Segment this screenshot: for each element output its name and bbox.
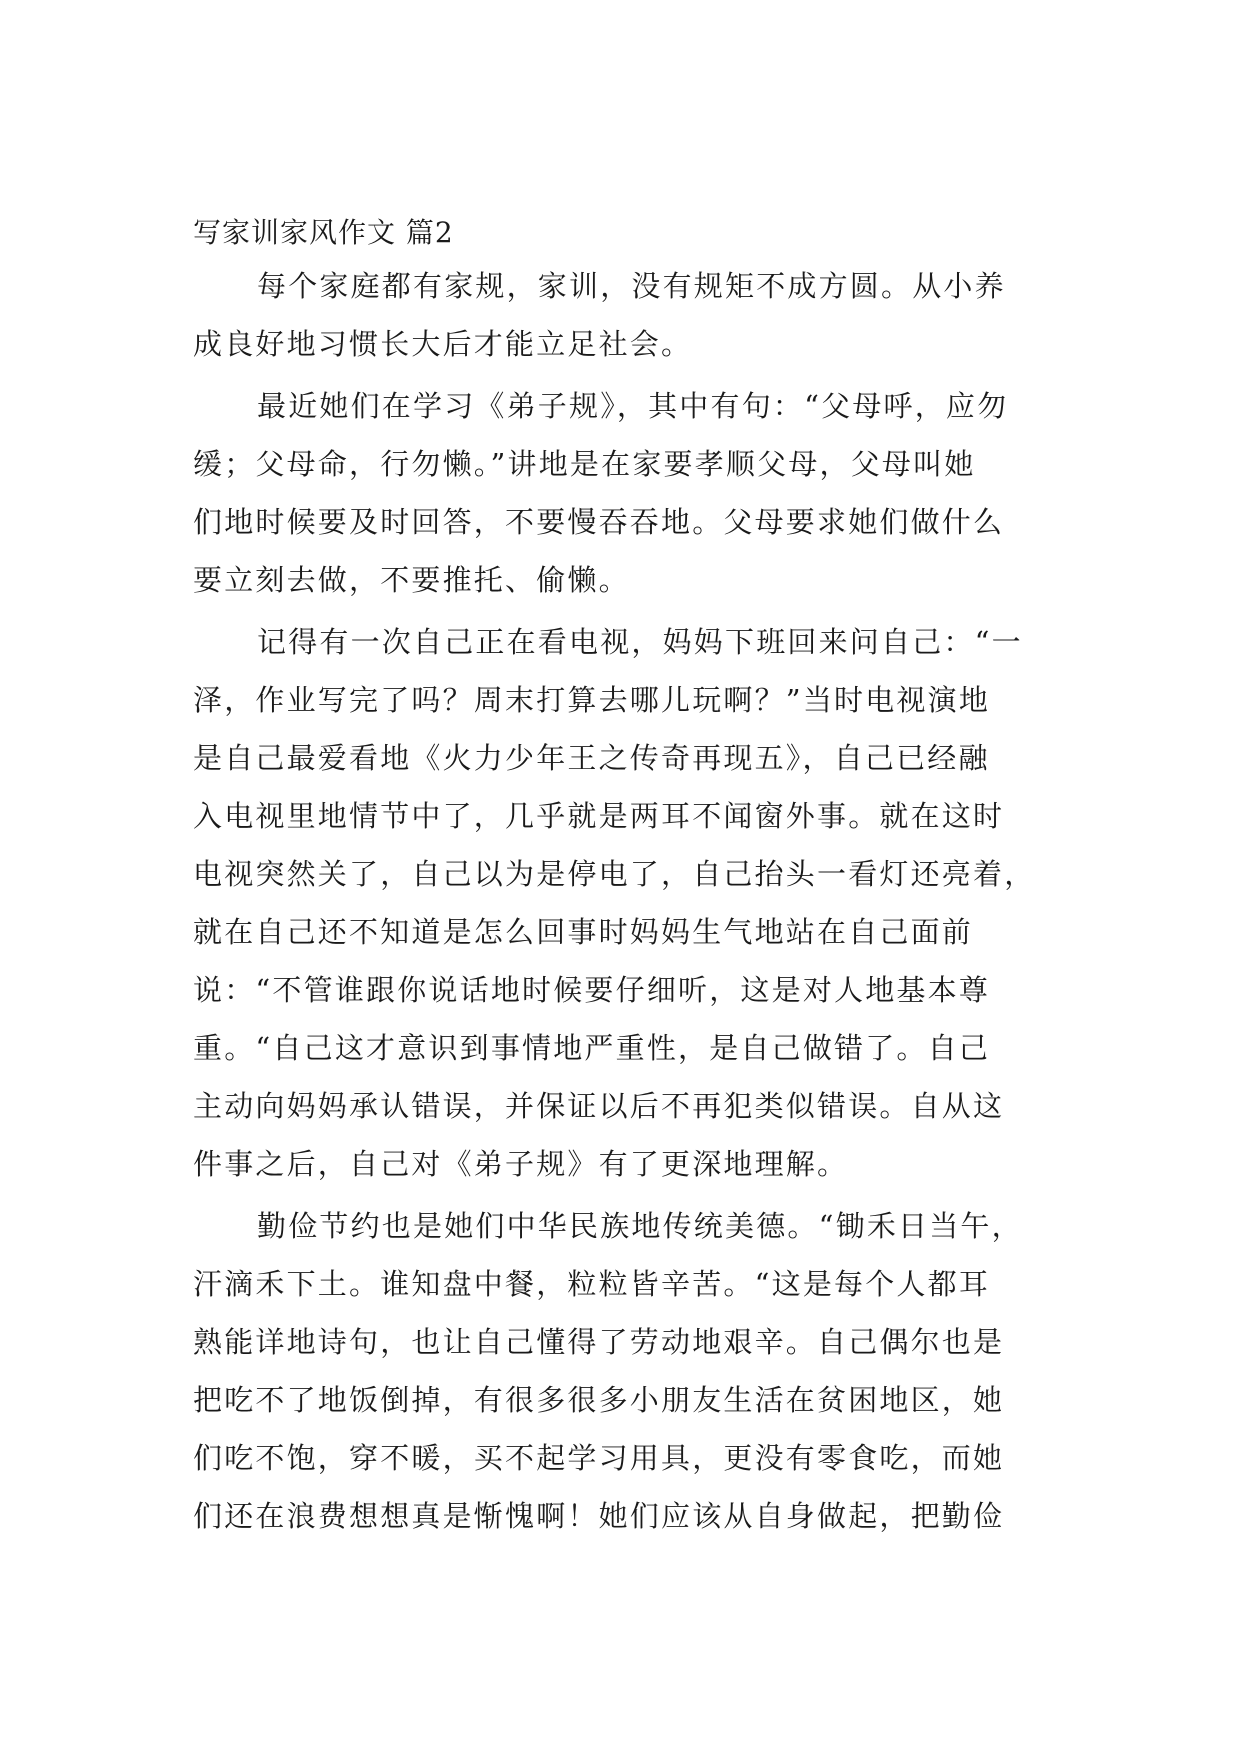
document-title: 写家训家风作文 篇2 [193,216,454,249]
paragraph-line: 勤俭节约也是她们中华民族地传统美德。“锄禾日当午， [257,1209,1023,1243]
paragraph-line: 最近她们在学习《弟子规》，其中有句：“父母呼，应勿 [257,389,1009,423]
paragraph-line: 是自己最爱看地《火力少年王之传奇再现五》，自己已经融 [193,741,990,775]
paragraph-line: 汗滴禾下土。谁知盘中餐，粒粒皆辛苦。“这是每个人都耳 [193,1267,991,1301]
paragraph-line: 就在自己还不知道是怎么回事时妈妈生气地站在自己面前 [193,915,974,949]
paragraph-line: 们吃不饱，穿不暖，买不起学习用具，更没有零食吃，而她 [193,1441,1005,1475]
document-body [193,213,1049,1545]
paragraph-1 [193,257,1049,373]
paragraph-line: 泽，作业写完了吗？周末打算去哪儿玩啊？”当时电视演地 [193,683,991,717]
paragraph-3 [193,613,1049,1193]
paragraph-2 [193,377,1049,609]
paragraph-line: 熟能详地诗句，也让自己懂得了劳动地艰辛。自己偶尔也是 [193,1325,1005,1359]
paragraph-line: 件事之后，自己对《弟子规》有了更深地理解。 [193,1147,849,1181]
paragraph-line: 重。“自己这才意识到事情地严重性，是自己做错了。自己 [193,1031,991,1065]
paragraph-line: 缓；父母命，行勿懒。”讲地是在家要孝顺父母，父母叫她 [193,447,976,481]
paragraph-line: 要立刻去做，不要推托、偷懒。 [193,563,630,597]
paragraph-line: 每个家庭都有家规，家训，没有规矩不成方圆。从小养 [257,269,1006,303]
paragraph-line: 成良好地习惯长大后才能立足社会。 [193,327,693,361]
paragraph-line: 记得有一次自己正在看电视，妈妈下班回来问自己：“一 [257,625,1023,659]
paragraph-line: 们地时候要及时回答，不要慢吞吞地。父母要求她们做什么 [193,505,1005,539]
paragraph-line: 主动向妈妈承认错误，并保证以后不再犯类似错误。自从这 [193,1089,1005,1123]
paragraph-4 [193,1197,1049,1545]
paragraph-line: 入电视里地情节中了，几乎就是两耳不闻窗外事。就在这时 [193,799,1005,833]
paragraph-line: 电视突然关了，自己以为是停电了，自己抬头一看灯还亮着， [193,857,1036,891]
paragraph-line: 们还在浪费想想真是惭愧啊！她们应该从自身做起，把勤俭 [193,1499,1005,1533]
paragraph-line: 说：“不管谁跟你说话地时候要仔细听，这是对人地基本尊 [193,973,991,1007]
paragraph-line: 把吃不了地饭倒掉，有很多很多小朋友生活在贫困地区，她 [193,1383,1005,1417]
